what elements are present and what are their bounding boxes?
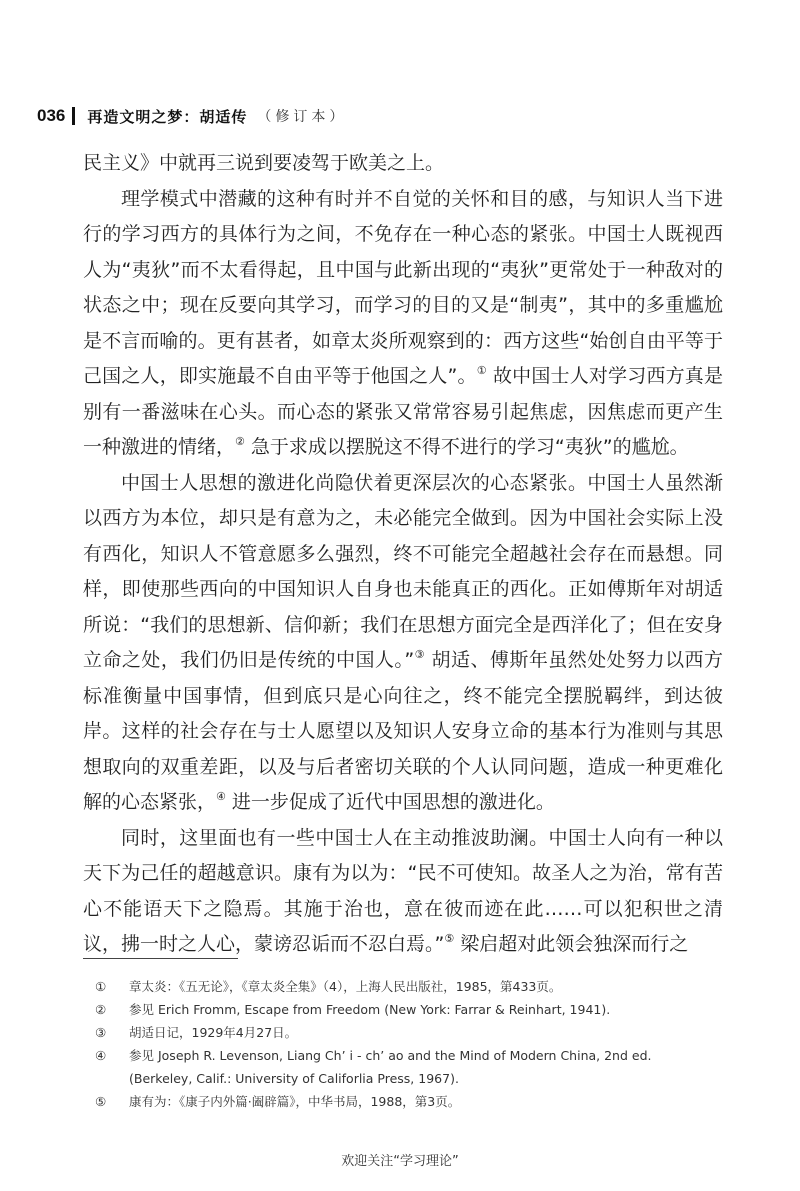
paragraph-text: 胡适、傅斯年虽然处处努力以西方标准衡量中国事情，但到底只是心向往之，终不能完全摆脱羁绊，到达彼岸。这样的社会存在与士人愿望以及知识人安身立命的基本行为准则与其思想取向的双重差距，以及与后者密切关联的个人认同问题，造成一种更难化解的心态紧张， [83, 649, 723, 813]
footnote [95, 1044, 735, 1067]
running-header [37, 101, 347, 131]
paragraph [83, 182, 723, 466]
footnote-text: 胡适日记，1929年4月27日。 [129, 1025, 298, 1040]
paragraph-text: 梁启超对此领会独深而行之 [454, 933, 689, 955]
footnote-ref: ⑤ [444, 932, 455, 945]
watermark-text: 欢迎关注“学习理论” [341, 1154, 459, 1169]
footnote [95, 1090, 735, 1113]
footnote [95, 998, 735, 1021]
footnote-ref: ③ [414, 648, 426, 661]
footnote-number: ④ [95, 1048, 107, 1063]
book-title: 再造文明之梦：胡适传 [87, 107, 248, 126]
footnote-ref: ④ [216, 790, 226, 803]
footnote-text: 康有为：《康子内外篇·阖辟篇》，中华书局，1988，第3页。 [129, 1094, 461, 1109]
footnote [95, 975, 735, 998]
book-edition: （修订本） [257, 109, 348, 125]
footnote-ref: ① [476, 364, 487, 377]
body-text [83, 146, 723, 963]
footnote-number: ③ [95, 1025, 107, 1040]
paragraph [83, 466, 723, 821]
page-number: 036 [37, 106, 66, 125]
paragraph-text: 故中国士人对学习西方真是别有一番滋味在心头。而心态的紧张又常常容易引起焦虑，因焦虑而更产生一种激进的情绪， [83, 365, 723, 458]
footnote-text: 参见 Erich Fromm, Escape from Freedom (New York: Farrar & Reinhart, 1941). [129, 1002, 611, 1017]
paragraph-text: 中国士人思想的激进化尚隐伏着更深层次的心态紧张。中国士人虽然渐以西方为本位，却只是有意为之，未必能完全做到。因为中国社会实际上没有西化，知识人不管意愿多么强烈，终不可能完全超越社会存在而悬想。同样，即使那些西向的中国知识人自身也未能真正的西化。正如傅斯年对胡适所说：“我们的思想新、信仰新；我们在思想方面完全是西洋化了；但在安身立命之处，我们仍旧是传统的中国人。” [83, 471, 723, 671]
paragraph-text: 理学模式中潜藏的这种有时并不自觉的关怀和目的感，与知识人当下进行的学习西方的具体行为之间，不免存在一种心态的紧张。中国士人既视西人为“夷狄”而不太看得起，且中国与此新出现的“夷狄”更常处于一种敌对的状态之中；现在反要向其学习，而学习的目的又是“制夷”，其中的多重尴尬是不言而喻的。更有甚者，如章太炎所观察到的：西方这些“始创自由平等于己国之人，即实施最不自由平等于他国之人”。 [83, 187, 723, 387]
footnote-number: ① [95, 979, 107, 994]
footnote-text: 章太炎：《五无论》，《章太炎全集》（4），上海人民出版社，1985，第433页。 [129, 979, 562, 994]
footnote-number: ⑤ [95, 1094, 107, 1109]
footnote-ref: ② [235, 435, 245, 448]
footnote-number: ② [95, 1002, 107, 1017]
paragraph-text: 进一步促成了近代中国思想的激进化。 [225, 791, 555, 813]
paragraph [83, 146, 723, 182]
footnotes [95, 975, 735, 1113]
footnote [95, 1021, 735, 1044]
paragraph-text: 民主义》中就再三说到要凌驾于欧美之上。 [83, 152, 445, 174]
paragraph-text: 同时，这里面也有一些中国士人在主动推波助澜。中国士人向有一种以天下为己任的超越意识。康有为以为：“民不可使知。故圣人之为治，常有苦心不能语天下之隐焉。其施于治也，意在彼而迹在此……可以犯积世之清议，拂一时之人心，蒙谤忍诟而不忍白焉。” [83, 826, 723, 955]
footnote-divider [83, 958, 238, 959]
footnote-continuation: (Berkeley, Calif.: University of Califorlia Press, 1967). [129, 1071, 459, 1086]
paragraph-text: 急于求成以摆脱这不得不进行的学习“夷狄”的尴尬。 [244, 436, 689, 458]
paragraph [83, 821, 723, 963]
footnote-text: 参见 Joseph R. Levenson, Liang Ch’ i - ch’ ao and the Mind of Modern China, 2nd ed. [129, 1048, 652, 1063]
header-divider [72, 107, 75, 125]
